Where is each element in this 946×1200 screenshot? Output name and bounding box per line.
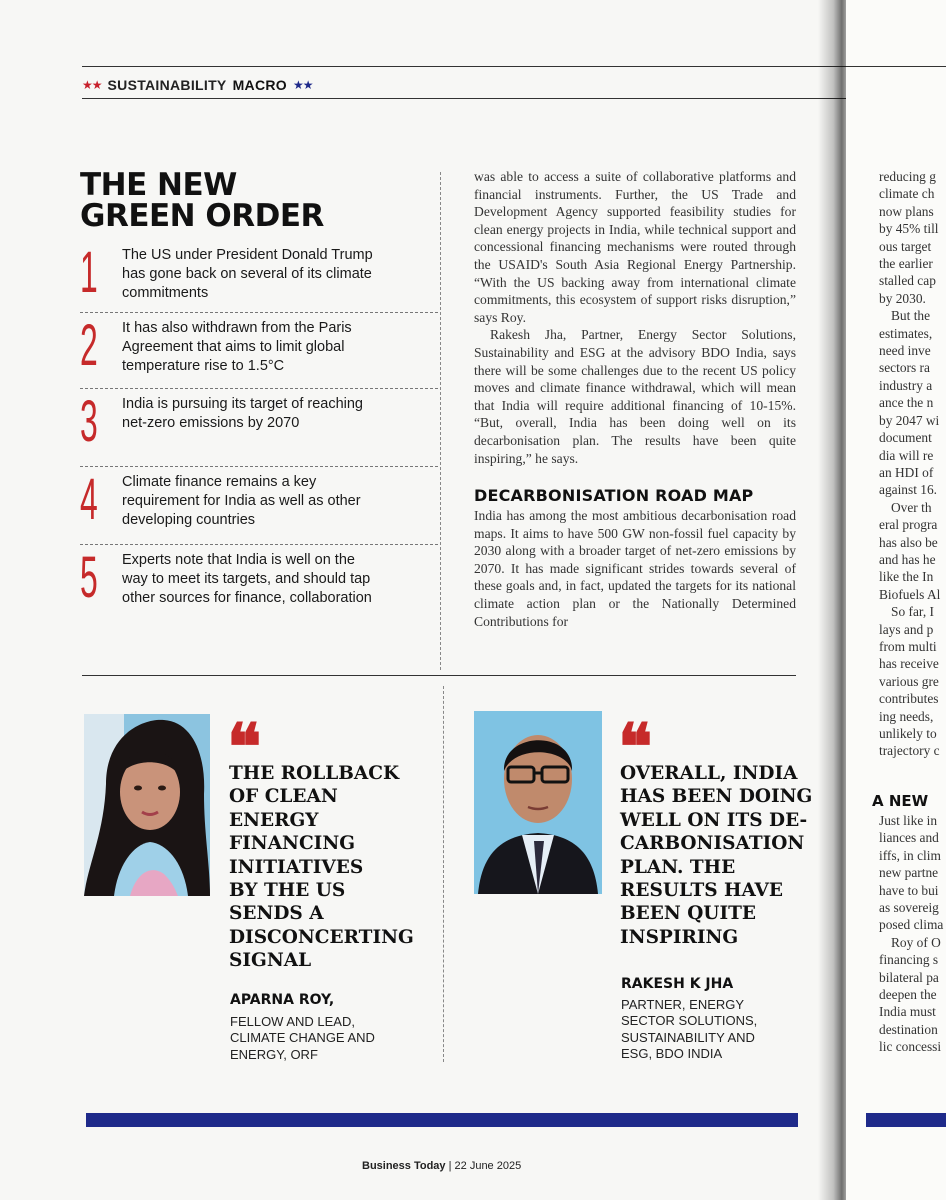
- quote-author-name: APARNA ROY,: [230, 992, 335, 1008]
- role-line: ESG, BDO INDIA: [621, 1046, 723, 1062]
- body-paragraph: was able to access a suite of collaborative platforms and financial instruments. Further, the US Trade and Development Agency supported feasibility studies for clean energy projects in India, while technical support and concessional financing mechanisms were routed through the USAID's South Asia Regional Energy Partnership. “With the US backing away from international climate commitments, this ecosystem of support risks disruption,” says Roy.: [474, 169, 796, 325]
- adjacent-text-top: reducing g climate ch now plans by 45% till ous target the earlier stalled cap by 2030. But the estimates, need inve sectors ra industry a ance the n by 2047 wi document dia will re an HDI of against 16. Over th eral progra has also be and has he like the In Biofuels Al So far, I lays and p from multi has receive various gre contributes ing needs, unlikely to trajectory c: [879, 169, 941, 759]
- quote-line: ENERGY: [229, 809, 319, 831]
- key-point: [80, 313, 438, 389]
- pull-quote-2: [620, 762, 820, 949]
- adjacent-subheading: A NEW: [872, 792, 929, 810]
- quote-line: HAS BEEN DOING: [620, 786, 813, 808]
- stars-left: ★★: [82, 78, 102, 92]
- quote-line: THE ROLLBACK: [229, 763, 400, 784]
- page-title: [80, 167, 410, 234]
- key-points-list: [80, 240, 438, 641]
- adjacent-header-rule: [846, 66, 946, 67]
- role-line: PARTNER, ENERGY: [621, 997, 745, 1012]
- publication-name: Business Today: [362, 1160, 446, 1172]
- title-line-1: THE NEW: [80, 167, 237, 203]
- portrait-aparna-roy: [84, 714, 210, 896]
- quote-mark-icon: ❝: [227, 710, 256, 785]
- adjacent-footer-bar: [866, 1113, 946, 1127]
- point-number: 1: [80, 240, 98, 305]
- portrait-rakesh-jha: [474, 711, 602, 894]
- quote-line: SENDS A: [229, 903, 324, 925]
- quote-line: INITIATIVES: [229, 856, 364, 878]
- quote-line: CARBONISATION: [620, 833, 805, 855]
- point-text: The US under President Donald Trump has gone back on several of its climate commitments: [122, 247, 373, 301]
- header-rule-top: [82, 66, 940, 67]
- page-footer: [362, 1160, 521, 1172]
- adjacent-page: [846, 0, 946, 1200]
- quote-author-role: [230, 1014, 430, 1063]
- quote-line: OVERALL, INDIA: [620, 763, 798, 784]
- key-point: [80, 467, 438, 545]
- quote-line: OF CLEAN: [229, 786, 338, 808]
- quote-line: PLAN. THE: [620, 856, 736, 878]
- quote-author-role: [621, 997, 811, 1063]
- stars-right: ★★: [292, 78, 313, 92]
- page-spine-shadow: [818, 0, 846, 1200]
- section-rule: [82, 675, 796, 676]
- article-body-part-2: [474, 507, 796, 630]
- quote-line: BY THE US: [229, 880, 346, 902]
- point-text: Climate finance remains a key requirement for India as well as other developing countries: [122, 474, 361, 528]
- point-text: Experts note that India is well on the way to meet its targets, and should tap other sources for finance, collaboration: [122, 552, 372, 606]
- issue-date: 22 June 2025: [454, 1160, 522, 1172]
- point-number: 5: [80, 545, 98, 610]
- quote-author-name: RAKESH K JHA: [621, 976, 734, 992]
- body-paragraph: Rakesh Jha, Partner, Energy Sector Solutions, Sustainability and ESG at the advisory BDO India, says there will be some challenges due to the recent US policy moves and climate finance withdrawal, which will mean that India will require additional financing of 10-15%. “But, overall, India has been doing well on its decarbonisation plan. The results have been quite inspiring,” he says.: [474, 327, 796, 466]
- footer-bar: [86, 1113, 798, 1127]
- section-label-bold: MACRO: [232, 77, 287, 93]
- point-number: 3: [80, 389, 98, 454]
- quote-line: SIGNAL: [229, 950, 312, 972]
- role-line: ENERGY, ORF: [230, 1046, 318, 1062]
- point-text: India is pursuing its target of reaching net-zero emissions by 2070: [122, 396, 363, 431]
- title-line-2: GREEN ORDER: [80, 198, 324, 234]
- quote-line: DISCONCERTING: [229, 926, 414, 948]
- quote-line: FINANCING: [229, 833, 356, 855]
- point-text: It has also withdrawn from the Paris Agreement that aims to limit global temperature rise to 1.5°C: [122, 320, 352, 374]
- adjacent-text-bottom: Just like in liances and iffs, in clim new partne have to bui as sovereig posed clima Roy of O financing s bilateral pa deepen the India must destination lic concessi: [879, 813, 944, 1055]
- section-header: [82, 74, 312, 96]
- column-divider: [440, 172, 441, 670]
- quote-divider: [443, 686, 444, 1062]
- point-number: 2: [80, 313, 98, 378]
- key-point: [80, 545, 438, 641]
- quote-line: INSPIRING: [620, 926, 739, 948]
- body-paragraph: India has among the most ambitious decarbonisation road maps. It aims to have 500 GW non-fossil fuel capacity by 2030 along with a broader target of net-zero emissions by 2070. It has made significant strides towards several of these goals and, in fact, updated the targets for its national climate action plan or the Nationally Determined Contributions for: [474, 508, 796, 629]
- key-point: [80, 389, 438, 467]
- section-label: SUSTAINABILITY: [107, 77, 227, 93]
- portrait-image: [84, 714, 210, 896]
- role-line: SECTOR SOLUTIONS,: [621, 1013, 758, 1029]
- quote-mark-icon: ❝: [618, 710, 647, 785]
- role-line: FELLOW AND LEAD,: [230, 1014, 355, 1029]
- quote-line: BEEN QUITE: [620, 903, 756, 925]
- header-rule-bottom: [82, 98, 940, 99]
- quote-line: RESULTS HAVE: [620, 880, 783, 902]
- portrait-image: [474, 711, 602, 894]
- point-number: 4: [80, 467, 98, 532]
- role-line: CLIMATE CHANGE AND: [230, 1030, 375, 1046]
- quote-line: WELL ON ITS DE-: [620, 809, 808, 831]
- role-line: SUSTAINABILITY AND: [621, 1029, 755, 1045]
- key-point: [80, 240, 438, 313]
- pull-quote-1: [229, 762, 429, 973]
- footer-separator: |: [448, 1160, 452, 1172]
- article-body-part-1: [474, 168, 796, 467]
- subheading: DECARBONISATION ROAD MAP: [474, 486, 754, 505]
